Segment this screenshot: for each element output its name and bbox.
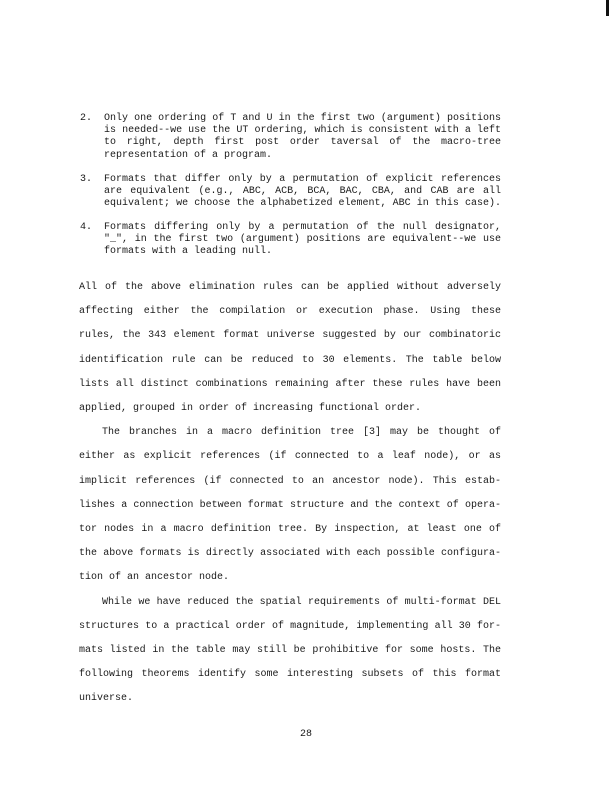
text-line: tor nodes in a macro definition tree. By inspection, at least one of <box>79 524 501 536</box>
text-line: applied, grouped in order of increasing functional order. <box>79 403 422 415</box>
list-number: 4. <box>80 222 93 233</box>
list-item-4 <box>80 222 501 259</box>
text-line: lishes a connection between format structure and the context of opera- <box>79 499 501 511</box>
text-line: representation of a program. <box>104 149 273 161</box>
text-line: The branches in a macro definition tree [3] may be thought of <box>102 427 501 439</box>
text-line: equivalent; we choose the alphabetized element, ABC in this case). <box>104 198 501 210</box>
text-line: All of the above elimination rules can be applied without adversely <box>79 282 501 293</box>
text-line: either as explicit references (if connected to a leaf node), or as <box>79 451 501 463</box>
text-line: structures to a practical order of magnitude, implementing all 30 for- <box>79 620 501 632</box>
list-item-2 <box>80 113 501 162</box>
text-line: are equivalent (e.g., ABC, ACB, BCA, BAC, CBA, and CAB are all <box>104 186 501 198</box>
scan-edge-mark <box>606 0 609 16</box>
list-item-3 <box>80 174 501 211</box>
paragraph-macro-branches <box>79 421 501 590</box>
paragraph-elimination-rules <box>79 276 501 421</box>
text-line: to right, depth first post order taversal of the macro-tree <box>104 137 501 149</box>
text-line: Only one ordering of T and U in the first two (argument) positions <box>104 113 501 124</box>
text-line: Formats differing only by a permutation of the null designator, <box>104 222 501 233</box>
text-line: "_", in the first two (argument) positions are equivalent--we use <box>104 234 501 246</box>
text-line: formats with a leading null. <box>104 246 273 258</box>
page-number: 28 <box>299 729 312 740</box>
text-line: tion of an ancestor node. <box>79 572 230 584</box>
text-line: universe. <box>79 693 134 705</box>
text-line: lists all distinct combinations remaining after these rules have been <box>79 378 501 390</box>
text-line: rules, the 343 element format universe suggested by our combinatoric <box>79 330 501 342</box>
text-line: the above formats is directly associated with each possible configura- <box>79 548 501 560</box>
text-line: is needed--we use the UT ordering, which is consistent with a left <box>104 125 501 137</box>
text-line: identification rule can be reduced to 30 elements. The table below <box>79 354 501 366</box>
list-number: 2. <box>80 113 93 124</box>
text-line: mats listed in the table may still be prohibitive for some hosts. The <box>79 645 501 657</box>
text-line: affecting either the compilation or execution phase. Using these <box>79 306 501 318</box>
text-line: Formats that differ only by a permutation of explicit references <box>104 174 501 185</box>
text-line: implicit references (if connected to an ancestor node). This estab- <box>79 475 501 487</box>
text-line: following theorems identify some interesting subsets of this format <box>79 669 501 681</box>
text-line: While we have reduced the spatial requirements of multi-format DEL <box>102 596 501 608</box>
body-text <box>79 276 501 712</box>
paragraph-spatial-requirements <box>79 591 501 712</box>
list-number: 3. <box>80 174 93 185</box>
